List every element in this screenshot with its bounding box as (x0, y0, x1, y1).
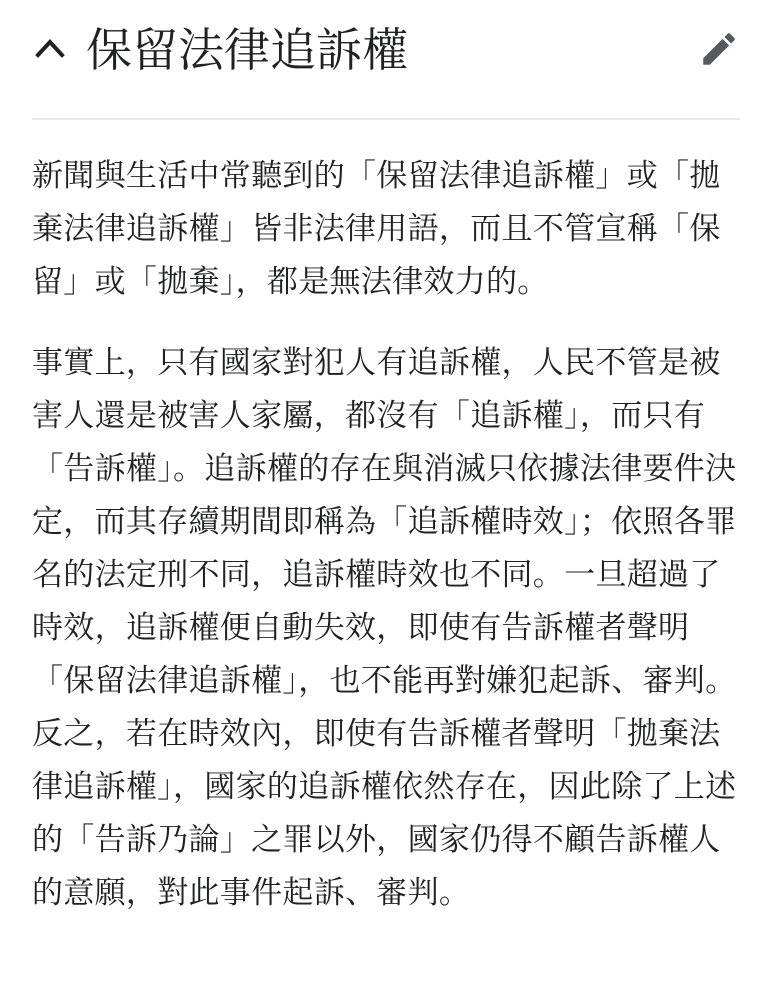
paragraph: 事實上，只有國家對犯人有追訴權，人民不管是被害人還是被害人家屬，都沒有「追訴權」，而只有「告訴權」。追訴權的存在與消滅只依據法律要件決定，而其存續期間即稱為「追訴權時效」；依照各罪名的法定刑不同，追訴權時效也不同。一旦超過了時效，追訴權便自動失效，即使有告訴權者聲明「保留法律追訴權」，也不能再對嫌犯起訴、審判。反之，若在時效內，即使有告訴權者聲明「拋棄法律追訴權」，國家的追訴權依然存在，因此除了上述的「告訴乃論」之罪以外，國家仍得不顧告訴權人的意願，對此事件起訴、審判。 (32, 345, 737, 911)
chevron-up-icon[interactable] (32, 30, 68, 66)
section-header[interactable] (32, 14, 740, 86)
section-content (32, 150, 744, 948)
section-divider (32, 118, 740, 120)
pencil-edit-icon[interactable] (698, 28, 740, 70)
paragraph: 新聞與生活中常聽到的「保留法律追訴權」或「拋棄法律追訴權」皆非法律用語，而且不管宣稱「保留」或「拋棄」，都是無法律效力的。 (32, 158, 721, 300)
section-title: 保留法律追訴權 (86, 23, 408, 77)
